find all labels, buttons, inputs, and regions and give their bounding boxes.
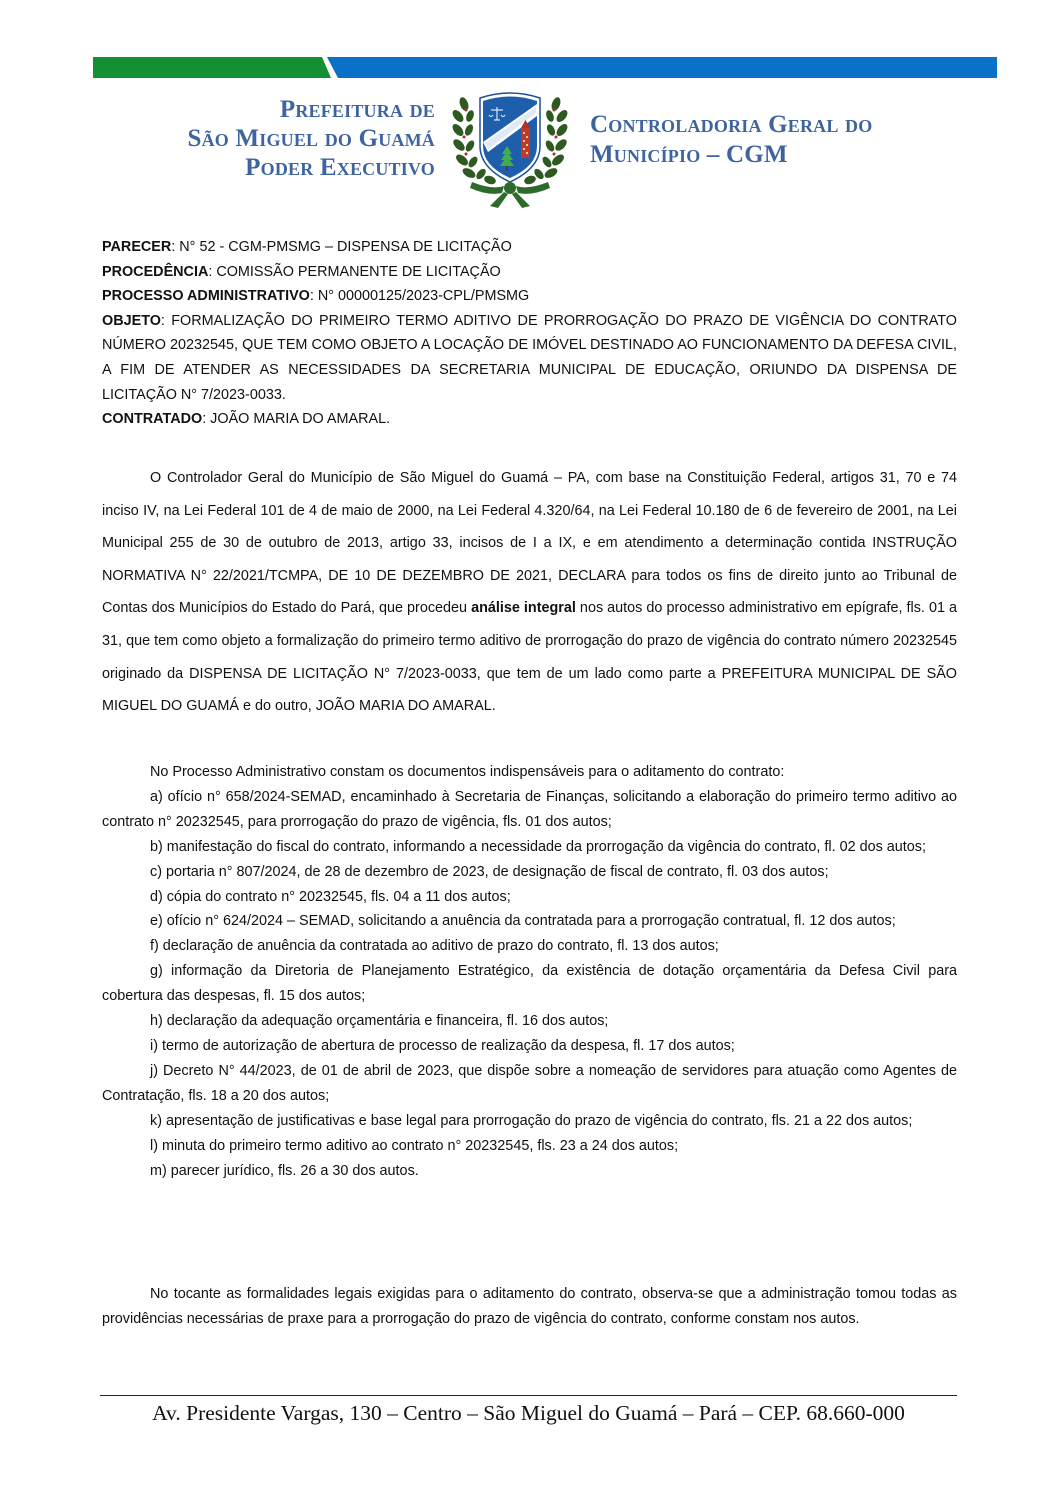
controladoria-title <box>590 110 920 170</box>
list-item: f) declaração de anuência da contratada ao aditivo de prazo do contrato, fl. 13 dos autos; <box>150 938 719 955</box>
list-item: j) Decreto N° 44/2023, de 01 de abril de 2023, que dispõe sobre a nomeação de servidores para atuação como Agentes de Contratação, fls. 18 a 20 dos autos; <box>102 1062 957 1104</box>
list-item: i) termo de autorização de abertura de processo de realização da despesa, fl. 17 dos autos; <box>150 1037 735 1054</box>
prefeitura-line-3: Poder Executivo <box>245 154 435 181</box>
procedencia-line <box>102 260 957 285</box>
list-item: c) portaria n° 807/2024, de 28 de dezembro de 2023, de designação de fiscal de contrato, fl. 03 dos autos; <box>150 863 829 880</box>
footer-divider <box>100 1395 957 1396</box>
controladoria-line-1: Controladoria Geral do <box>590 111 873 138</box>
prefeitura-line-1: Prefeitura de <box>279 96 435 123</box>
processo-label: PROCESSO ADMINISTRATIVO <box>102 288 310 305</box>
procedencia-label: PROCEDÊNCIA <box>102 263 209 280</box>
header-bar-green <box>93 57 331 78</box>
parecer-value: : N° 52 - CGM-PMSMG – DISPENSA DE LICITAÇÃO <box>171 239 512 255</box>
objeto-value: : FORMALIZAÇÃO DO PRIMEIRO TERMO ADITIVO DE PRORROGAÇÃO DO PRAZO DE VIGÊNCIA DO CONTRATO NÚMERO 20232545, QUE TEM COMO OBJETO A LOCAÇÃO DE IMÓVEL DESTINADO AO FUNCIONAMENTO DA DEFESA CIVIL, A FIM DE ATENDER AS NECESSIDADES DA SECRETARIA MUNICIPAL DE EDUCAÇÃO, ORIUNDO DA DISPENSA DE LICITAÇÃO N° 7/2023-0033. <box>102 312 957 403</box>
list-item: m) parecer jurídico, fls. 26 a 30 dos autos. <box>150 1162 419 1179</box>
declaration-text-1: O Controlador Geral do Município de São Miguel do Guamá – PA, com base na Constituição Federal, artigos 31, 70 e 74 inciso IV, na Lei Federal 101 de 4 de maio de 2000, na Lei Federal 4.320/64, na Lei Federal 10.180 de 6 de fevereiro de 2001, na Lei Municipal 255 de 30 de outubro de 2013, artigo 33, incisos de I a IX, e em atendimento a determinação contida INSTRUÇÃO NORMATIVA N° 22/2021/TCMPA, DE 10 DE DEZEMBRO DE 2021, DECLARA para todos os fins de direito junto ao Tribunal de Contas dos Municípios do Estado do Pará, que procedeu <box>102 470 957 617</box>
header-color-bar <box>93 57 997 78</box>
tower-icon <box>521 120 530 158</box>
list-item: a) ofício n° 658/2024-SEMAD, encaminhado à Secretaria de Finanças, solicitando a elaboração do primeiro termo aditivo ao contrato n° 20232545, para prorrogação do prazo de vigência, fls. 01 dos autos; <box>102 788 957 830</box>
prefeitura-line-2: São Miguel do Guamá <box>187 125 435 152</box>
controladoria-line-2: Município – CGM <box>590 141 788 168</box>
contratado-line <box>102 407 957 432</box>
objeto-line <box>102 309 957 407</box>
processo-value: : N° 00000125/2023-CPL/PMSMG <box>309 288 530 305</box>
documents-list <box>102 760 957 1183</box>
list-item: b) manifestação do fiscal do contrato, informando a necessidade da prorrogação da vigência do contrato, fl. 02 dos autos; <box>150 838 926 855</box>
contratado-label: CONTRATADO <box>102 411 203 428</box>
crest-ribbon <box>470 182 550 208</box>
list-item: e) ofício n° 624/2024 – SEMAD, solicitando a anuência da contratada para a prorrogação contratual, fl. 12 dos autos; <box>150 913 896 930</box>
list-item: d) cópia do contrato n° 20232545, fls. 04 a 11 dos autos; <box>150 888 511 905</box>
declaration-text-2: nos autos do processo administrativo em epígrafe, fls. 01 a 31, que tem como objeto a formalização do primeiro termo aditivo de prorrogação do prazo de vigência do contrato número 20232545 originado da DISPENSA DE LICITAÇÃO N° 7/2023-0033, que tem de um lado como parte a PREFEITURA MUNICIPAL DE SÃO MIGUEL DO GUAMÁ e do outro, JOÃO MARIA DO AMARAL. <box>102 600 957 715</box>
document-metadata <box>102 235 957 432</box>
prefeitura-title <box>150 95 435 182</box>
parecer-line <box>102 235 957 260</box>
processo-line <box>102 284 957 309</box>
header-bar-blue <box>327 57 997 78</box>
list-item: k) apresentação de justificativas e base legal para prorrogação do prazo de vigência do contrato, fls. 21 a 22 dos autos; <box>150 1112 913 1129</box>
contratado-value: : JOÃO MARIA DO AMARAL. <box>202 411 391 428</box>
documents-list-intro: No Processo Administrativo constam os documentos indispensáveis para o aditamento do contrato: <box>150 764 785 780</box>
parecer-label: PARECER <box>102 239 172 255</box>
declaration-paragraph <box>102 462 957 723</box>
list-item: g) informação da Diretoria de Planejamento Estratégico, da existência de dotação orçamentária da Defesa Civil para cobertura das despesas, fl. 15 dos autos; <box>102 963 957 1005</box>
footer-address: Av. Presidente Vargas, 130 – Centro – São Miguel do Guamá – Pará – CEP. 68.660-000 <box>152 1401 905 1425</box>
objeto-label: OBJETO <box>102 312 161 329</box>
declaration-bold-text: análise integral <box>471 600 576 617</box>
list-item: h) declaração da adequação orçamentária e financeira, fl. 16 dos autos; <box>150 1013 609 1030</box>
procedencia-value: : COMISSÃO PERMANENTE DE LICITAÇÃO <box>208 263 501 280</box>
conclusion-paragraph: No tocante as formalidades legais exigidas para o aditamento do contrato, observa-se que a administração tomou todas as providências necessárias de praxe para a prorrogação do prazo de vigência do contrato, conforme constam nos autos. <box>102 1286 957 1327</box>
municipal-crest-icon <box>452 90 568 210</box>
list-item: l) minuta do primeiro termo aditivo ao contrato n° 20232545, fls. 23 a 24 dos autos; <box>150 1137 679 1154</box>
